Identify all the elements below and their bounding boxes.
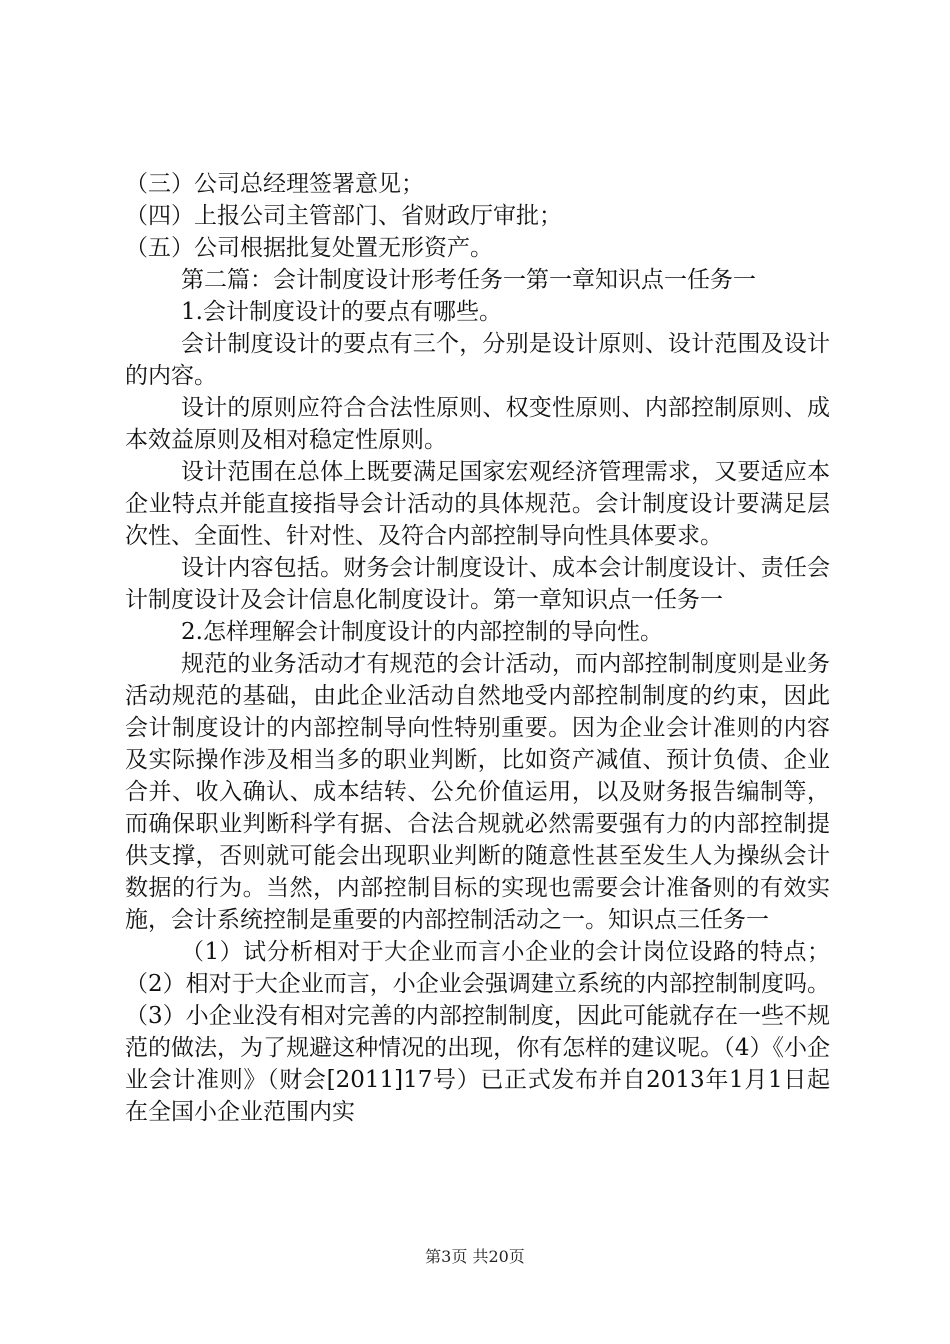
question-1: 1.会计制度设计的要点有哪些。 bbox=[181, 299, 502, 325]
paragraph-item-4: （四）上报公司主管部门、省财政厅审批； bbox=[125, 203, 562, 229]
paragraph-item-3: （三）公司总经理签署意见； bbox=[125, 171, 424, 197]
page-number: 第3页 共20页 bbox=[425, 1247, 525, 1266]
page-footer bbox=[0, 1244, 950, 1267]
document-body bbox=[125, 168, 830, 1128]
question-list-paragraph: （1）试分析相对于大企业而言小企业的会计岗位设路的特点；（2）相对于大企业而言，小企业会强调建立系统的内部控制制度吗。（3）小企业没有相对完善的内部控制制度，因此可能就存在一些不规范的做法，为了规避这种情况的出现，你有怎样的建议呢。（4）《小企业会计准则》（财会[2011]17号）已正式发布并自2013年1月1日起在全国小企业范围内实 bbox=[125, 939, 830, 1125]
answer-paragraph: 规范的业务活动才有规范的会计活动，而内部控制制度则是业务活动规范的基础，由此企业活动自然地受内部控制制度的约束，因此会计制度设计的内部控制导向性特别重要。因为企业会计准则的内容及实际操作涉及相当多的职业判断，比如资产减值、预计负债、企业合并、收入确认、成本结转、公允价值运用，以及财务报告编制等，而确保职业判断科学有据、合法合规就必然需要强有力的内部控制提供支撑，否则就可能会出现职业判断的随意性甚至发生人为操纵会计数据的行为。当然，内部控制目标的实现也需要会计准备则的有效实施，会计系统控制是重要的内部控制活动之一。知识点三任务一 bbox=[125, 651, 830, 933]
question-2: 2.怎样理解会计制度设计的内部控制的导向性。 bbox=[181, 619, 663, 645]
answer-paragraph: 设计的原则应符合合法性原则、权变性原则、内部控制原则、成本效益原则及相对稳定性原则。 bbox=[125, 395, 830, 453]
paragraph-item-5: （五）公司根据批复处置无形资产。 bbox=[125, 235, 493, 261]
answer-paragraph: 设计内容包括。财务会计制度设计、成本会计制度设计、责任会计制度设计及会计信息化制度设计。第一章知识点一任务一 bbox=[125, 555, 830, 613]
section-heading: 第二篇：会计制度设计形考任务一第一章知识点一任务一 bbox=[181, 267, 756, 293]
answer-paragraph: 会计制度设计的要点有三个，分别是设计原则、设计范围及设计的内容。 bbox=[125, 331, 830, 389]
answer-paragraph: 设计范围在总体上既要满足国家宏观经济管理需求，又要适应本企业特点并能直接指导会计活动的具体规范。会计制度设计要满足层次性、全面性、针对性、及符合内部控制导向性具体要求。 bbox=[125, 459, 830, 549]
